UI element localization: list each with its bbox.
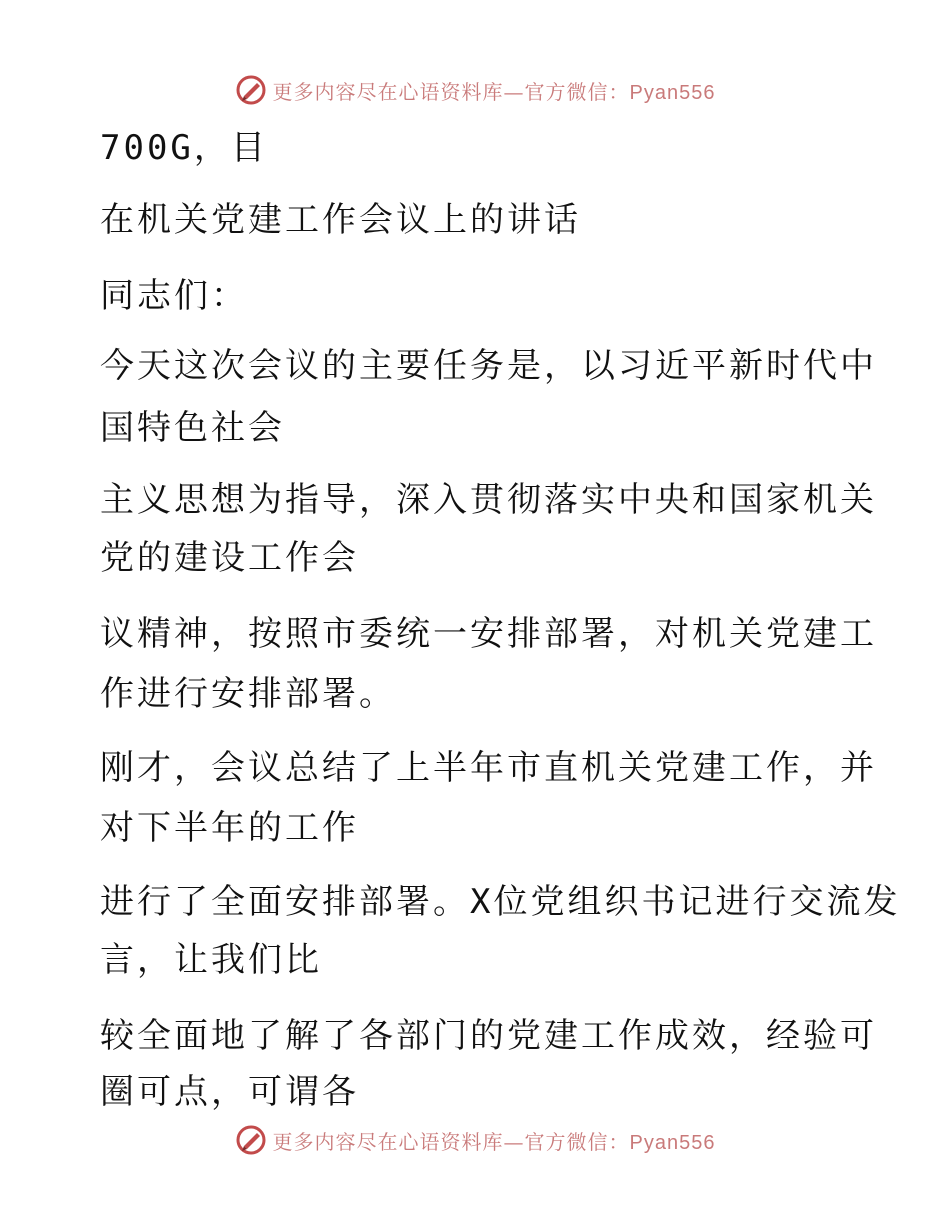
text-line: 对下半年的工作	[100, 808, 359, 848]
text-line: 圈可点，可谓各	[100, 1072, 359, 1112]
pen-logo-icon	[235, 74, 267, 106]
text-line: 国特色社会	[100, 408, 285, 448]
text-line: 较全面地了解了各部门的党建工作成效，经验可	[100, 1016, 877, 1056]
text-line: 议精神，按照市委统一安排部署，对机关党建工	[100, 614, 877, 654]
text-line: 进行了全面安排部署。X位党组织书记进行交流发	[100, 882, 901, 922]
banner-wechat-id: Pyan556	[629, 1131, 716, 1154]
text-line: 在机关党建工作会议上的讲话	[100, 200, 581, 240]
text-line: 言，让我们比	[100, 940, 322, 980]
header-banner	[0, 70, 950, 110]
banner-text: 更多内容尽在心语资料库—官方微信：Pyan556	[272, 79, 716, 104]
text-line: 今天这次会议的主要任务是，以习近平新时代中	[100, 346, 877, 386]
text-line: 刚才，会议总结了上半年市直机关党建工作，并	[100, 748, 877, 788]
text-line: 同志们：	[100, 276, 248, 316]
banner-wechat-id: Pyan556	[629, 81, 716, 104]
text-line: 主义思想为指导，深入贯彻落实中央和国家机关	[100, 480, 877, 520]
text-line: 党的建设工作会	[100, 538, 359, 578]
text-line: 作进行安排部署。	[100, 674, 396, 714]
footer-banner	[0, 1120, 950, 1160]
text-line: 700G，目	[100, 128, 268, 168]
pen-logo-icon	[235, 1124, 267, 1156]
banner-text: 更多内容尽在心语资料库—官方微信：Pyan556	[272, 1129, 716, 1154]
